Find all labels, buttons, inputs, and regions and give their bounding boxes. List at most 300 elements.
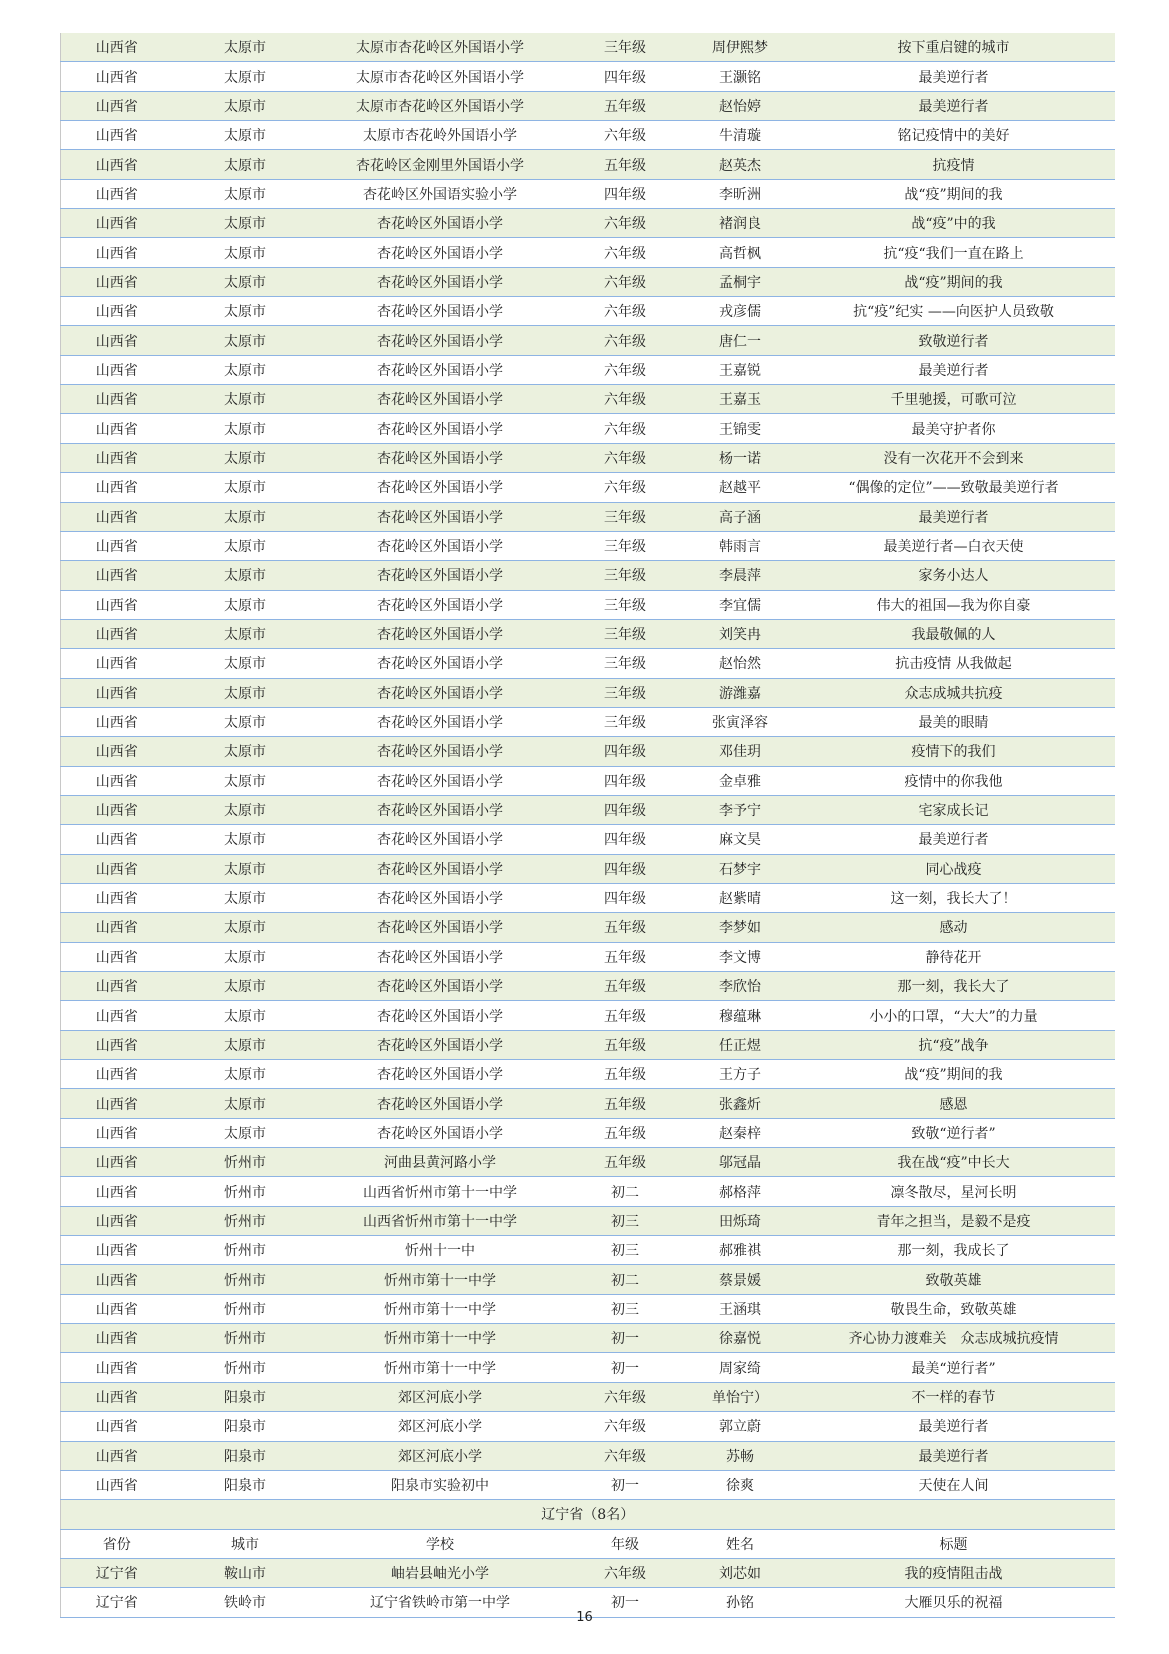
table-cell: 最美逆行者—白衣天使	[793, 531, 1115, 560]
table-row	[61, 238, 1115, 267]
table-cell: 王灏铭	[688, 62, 793, 91]
table-cell: 杏花岭区外国语小学	[318, 443, 563, 472]
table-cell: 忻州市	[173, 1206, 318, 1235]
table-cell: 赵越平	[688, 473, 793, 502]
table-row	[61, 619, 1115, 648]
table-cell: 山西省	[61, 62, 173, 91]
table-cell: 杏花岭区外国语小学	[318, 707, 563, 736]
table-cell: 忻州市第十一中学	[318, 1294, 563, 1323]
table-row	[61, 1089, 1115, 1118]
table-cell: 六年级	[563, 1441, 688, 1470]
table-cell: 山西省	[61, 91, 173, 120]
table-cell: 牛清璇	[688, 121, 793, 150]
table-cell: 杏花岭区外国语小学	[318, 1030, 563, 1059]
table-cell: 太原市	[173, 62, 318, 91]
table-cell: 太原市	[173, 150, 318, 179]
table-cell: 众志成城共抗疫	[793, 678, 1115, 707]
table-row	[61, 473, 1115, 502]
table-cell: 郊区河底小学	[318, 1382, 563, 1411]
table-cell: 刘笑冉	[688, 619, 793, 648]
table-row	[61, 1236, 1115, 1265]
table-cell: 五年级	[563, 1060, 688, 1089]
table-cell: 太原市	[173, 91, 318, 120]
table-cell: 山西省	[61, 150, 173, 179]
table-cell: 杏花岭区外国语小学	[318, 502, 563, 531]
table-cell: 周家绮	[688, 1353, 793, 1382]
table-cell: 山西省	[61, 561, 173, 590]
table-row	[61, 707, 1115, 736]
table-cell: 山西省	[61, 326, 173, 355]
table-cell: 山西省	[61, 766, 173, 795]
table-cell: 致敬英雄	[793, 1265, 1115, 1294]
table-cell: 山西省	[61, 825, 173, 854]
table-cell: 杏花岭区外国语小学	[318, 561, 563, 590]
table-cell: 任正煜	[688, 1030, 793, 1059]
table-cell: 五年级	[563, 1089, 688, 1118]
table-cell: 邬冠晶	[688, 1148, 793, 1177]
table-cell: 孟桐宇	[688, 267, 793, 296]
table-row	[61, 385, 1115, 414]
table-cell: 王嘉锐	[688, 355, 793, 384]
table-cell: 阳泉市	[173, 1412, 318, 1441]
table-row	[61, 1324, 1115, 1353]
table-cell: 山西省	[61, 1324, 173, 1353]
table-row	[61, 649, 1115, 678]
table-cell: 赵英杰	[688, 150, 793, 179]
table-cell: 五年级	[563, 1001, 688, 1030]
table-cell: 太原市	[173, 443, 318, 472]
table-cell: 太原市	[173, 678, 318, 707]
table-cell: 那一刻，我长大了	[793, 972, 1115, 1001]
table-cell: 杏花岭区外国语小学	[318, 737, 563, 766]
table-row	[61, 1558, 1115, 1587]
table-cell: 辽宁省	[61, 1558, 173, 1587]
table-cell: 最美逆行者	[793, 62, 1115, 91]
table-cell: 唐仁一	[688, 326, 793, 355]
table-cell: 太原市	[173, 766, 318, 795]
table-row	[61, 91, 1115, 120]
table-cell: 郭立蔚	[688, 1412, 793, 1441]
table-cell: 六年级	[563, 443, 688, 472]
table-cell: 杏花岭区外国语小学	[318, 326, 563, 355]
table-cell: 杏花岭区外国语小学	[318, 619, 563, 648]
table-row	[61, 1412, 1115, 1441]
table-cell: 初一	[563, 1470, 688, 1499]
table-cell: 战“疫”中的我	[793, 209, 1115, 238]
table-cell: 山西省	[61, 1236, 173, 1265]
table-cell: 四年级	[563, 737, 688, 766]
table-cell: 太原市	[173, 972, 318, 1001]
table-cell: 家务小达人	[793, 561, 1115, 590]
table-cell: 杏花岭区外国语小学	[318, 883, 563, 912]
awards-table-body	[61, 33, 1115, 1617]
table-cell: 三年级	[563, 590, 688, 619]
table-cell: 抗“疫”纪实 ——向医护人员致敬	[793, 297, 1115, 326]
table-cell: 太原市	[173, 502, 318, 531]
table-cell: 疫情下的我们	[793, 737, 1115, 766]
table-cell: 标题	[793, 1529, 1115, 1558]
table-cell: 杏花岭区金刚里外国语小学	[318, 150, 563, 179]
table-row	[61, 1148, 1115, 1177]
table-cell: 太原市	[173, 825, 318, 854]
table-cell: 山西省	[61, 1148, 173, 1177]
table-cell: 山西省	[61, 238, 173, 267]
table-cell: 山西省	[61, 473, 173, 502]
table-cell: 太原市	[173, 854, 318, 883]
table-cell: 天使在人间	[793, 1470, 1115, 1499]
table-row	[61, 62, 1115, 91]
table-cell: 最美“逆行者”	[793, 1353, 1115, 1382]
table-cell: 山西省	[61, 531, 173, 560]
table-cell: 刘芯如	[688, 1558, 793, 1587]
table-row	[61, 355, 1115, 384]
table-cell: 太原市杏花岭区外国语小学	[318, 33, 563, 62]
table-cell: 太原市	[173, 473, 318, 502]
table-cell: 宅家成长记	[793, 795, 1115, 824]
table-cell: 山西省	[61, 1089, 173, 1118]
table-cell: 山西省	[61, 355, 173, 384]
table-cell: 忻州市第十一中学	[318, 1324, 563, 1353]
table-cell: 张鑫炘	[688, 1089, 793, 1118]
table-cell: 山西省	[61, 209, 173, 238]
table-cell: 山西省	[61, 1206, 173, 1235]
table-row	[61, 942, 1115, 971]
table-cell: 太原市	[173, 883, 318, 912]
table-cell: 杏花岭区外国语小学	[318, 678, 563, 707]
table-cell: 蔡景媛	[688, 1265, 793, 1294]
table-row	[61, 854, 1115, 883]
table-cell: 五年级	[563, 1030, 688, 1059]
table-cell: 太原市	[173, 795, 318, 824]
table-cell: 李昕洲	[688, 179, 793, 208]
table-cell: 杏花岭区外国语实验小学	[318, 179, 563, 208]
table-cell: 山西省	[61, 1177, 173, 1206]
table-cell: 忻州市	[173, 1353, 318, 1382]
table-cell: 杏花岭区外国语小学	[318, 766, 563, 795]
table-cell: 山西省	[61, 1382, 173, 1411]
table-cell: 金卓雅	[688, 766, 793, 795]
table-cell: 忻州市	[173, 1148, 318, 1177]
table-cell: 战“疫”期间的我	[793, 1060, 1115, 1089]
table-cell: 齐心协力渡难关 众志成城抗疫情	[793, 1324, 1115, 1353]
table-cell: 太原市	[173, 267, 318, 296]
table-cell: 李宜儒	[688, 590, 793, 619]
table-cell: 太原市	[173, 737, 318, 766]
table-cell: 山西省	[61, 883, 173, 912]
table-cell: 六年级	[563, 473, 688, 502]
table-cell: 三年级	[563, 33, 688, 62]
table-cell: 杏花岭区外国语小学	[318, 649, 563, 678]
table-cell: 最美逆行者	[793, 1441, 1115, 1470]
table-cell: 山西省	[61, 854, 173, 883]
table-cell: 杏花岭区外国语小学	[318, 414, 563, 443]
table-cell: 我在战“疫”中长大	[793, 1148, 1115, 1177]
table-cell: 山西省	[61, 443, 173, 472]
table-cell: 赵紫晴	[688, 883, 793, 912]
table-cell: 王方子	[688, 1060, 793, 1089]
table-cell: 感动	[793, 913, 1115, 942]
table-cell: 静待花开	[793, 942, 1115, 971]
table-cell: 六年级	[563, 209, 688, 238]
table-cell: 五年级	[563, 942, 688, 971]
table-cell: 最美逆行者	[793, 355, 1115, 384]
table-cell: “偶像的定位”——致敬最美逆行者	[793, 473, 1115, 502]
table-cell: 山西省	[61, 385, 173, 414]
table-cell: 四年级	[563, 179, 688, 208]
table-cell: 杏花岭区外国语小学	[318, 385, 563, 414]
table-cell: 太原市杏花岭区外国语小学	[318, 62, 563, 91]
table-cell: 不一样的春节	[793, 1382, 1115, 1411]
table-cell: 孙铭	[688, 1588, 793, 1617]
table-cell: 忻州市第十一中学	[318, 1265, 563, 1294]
table-cell: 杏花岭区外国语小学	[318, 473, 563, 502]
table-cell: 太原市	[173, 649, 318, 678]
table-row	[61, 443, 1115, 472]
table-cell: 李晨萍	[688, 561, 793, 590]
table-cell: 小小的口罩，“大大”的力量	[793, 1001, 1115, 1030]
table-cell: 郊区河底小学	[318, 1441, 563, 1470]
table-cell: 山西省	[61, 619, 173, 648]
table-cell: 郊区河底小学	[318, 1412, 563, 1441]
table-cell: 杨一诺	[688, 443, 793, 472]
table-cell: 四年级	[563, 825, 688, 854]
table-row	[61, 561, 1115, 590]
table-cell: 没有一次花开不会到来	[793, 443, 1115, 472]
table-row	[61, 1118, 1115, 1147]
table-header-row	[61, 1529, 1115, 1558]
table-cell: 王涵琪	[688, 1294, 793, 1323]
table-cell: 太原市	[173, 326, 318, 355]
table-cell: 李予宁	[688, 795, 793, 824]
table-cell: 石梦宇	[688, 854, 793, 883]
table-row	[61, 825, 1115, 854]
table-cell: 杏花岭区外国语小学	[318, 297, 563, 326]
table-cell: 抗“疫“我们一直在路上	[793, 238, 1115, 267]
table-cell: 山西省	[61, 33, 173, 62]
table-cell: 辽宁省	[61, 1588, 173, 1617]
table-cell: 太原市	[173, 33, 318, 62]
table-cell: 五年级	[563, 913, 688, 942]
table-cell: 伟大的祖国—我为你自豪	[793, 590, 1115, 619]
table-cell: 四年级	[563, 854, 688, 883]
page-number: 16	[576, 1610, 593, 1625]
table-cell: 姓名	[688, 1529, 793, 1558]
table-cell: 最美逆行者	[793, 1412, 1115, 1441]
table-cell: 山西省	[61, 179, 173, 208]
table-cell: 山西省忻州市第十一中学	[318, 1177, 563, 1206]
table-row	[61, 737, 1115, 766]
table-cell: 徐爽	[688, 1470, 793, 1499]
table-cell: 山西省	[61, 121, 173, 150]
table-cell: 邓佳玥	[688, 737, 793, 766]
table-cell: 麻文昊	[688, 825, 793, 854]
table-cell: 忻州市	[173, 1294, 318, 1323]
table-row	[61, 883, 1115, 912]
table-cell: 岫岩县岫光小学	[318, 1558, 563, 1587]
table-cell: 山西省	[61, 1118, 173, 1147]
table-cell: 太原市	[173, 1030, 318, 1059]
table-cell: 这一刻，我长大了！	[793, 883, 1115, 912]
table-cell: 韩雨言	[688, 531, 793, 560]
table-cell: 城市	[173, 1529, 318, 1558]
table-cell: 太原市	[173, 297, 318, 326]
table-cell: 辽宁省铁岭市第一中学	[318, 1588, 563, 1617]
table-cell: 敬畏生命，致敬英雄	[793, 1294, 1115, 1323]
table-cell: 太原市	[173, 590, 318, 619]
table-cell: 那一刻，我成长了	[793, 1236, 1115, 1265]
table-cell: 李文博	[688, 942, 793, 971]
table-cell: 山西省	[61, 414, 173, 443]
table-cell: 太原市	[173, 531, 318, 560]
table-cell: 杏花岭区外国语小学	[318, 942, 563, 971]
table-cell: 五年级	[563, 1148, 688, 1177]
table-cell: 太原市	[173, 1060, 318, 1089]
table-cell: 五年级	[563, 150, 688, 179]
table-row	[61, 502, 1115, 531]
table-cell: 六年级	[563, 297, 688, 326]
table-cell: 太原市	[173, 619, 318, 648]
table-cell: 太原市	[173, 414, 318, 443]
table-row	[61, 209, 1115, 238]
table-cell: 最美逆行者	[793, 502, 1115, 531]
table-cell: 太原市	[173, 1118, 318, 1147]
table-cell: 忻州市	[173, 1177, 318, 1206]
table-cell: 杏花岭区外国语小学	[318, 854, 563, 883]
table-cell: 山西省忻州市第十一中学	[318, 1206, 563, 1235]
table-cell: 山西省	[61, 942, 173, 971]
table-row	[61, 33, 1115, 62]
table-cell: 按下重启键的城市	[793, 33, 1115, 62]
table-cell: 六年级	[563, 1382, 688, 1411]
table-row	[61, 121, 1115, 150]
table-cell: 赵怡婷	[688, 91, 793, 120]
table-cell: 三年级	[563, 707, 688, 736]
table-cell: 太原市	[173, 707, 318, 736]
table-cell: 最美守护者你	[793, 414, 1115, 443]
table-cell: 山西省	[61, 590, 173, 619]
table-cell: 三年级	[563, 531, 688, 560]
table-cell: 穆蕴琳	[688, 1001, 793, 1030]
table-cell: 四年级	[563, 62, 688, 91]
table-cell: 初三	[563, 1294, 688, 1323]
table-cell: 忻州市	[173, 1324, 318, 1353]
table-row	[61, 795, 1115, 824]
table-cell: 千里驰援，可歌可泣	[793, 385, 1115, 414]
table-cell: 忻州市	[173, 1265, 318, 1294]
table-cell: 太原市	[173, 179, 318, 208]
table-cell: 阳泉市	[173, 1382, 318, 1411]
table-row	[61, 326, 1115, 355]
table-cell: 最美的眼睛	[793, 707, 1115, 736]
table-row	[61, 678, 1115, 707]
table-row	[61, 1382, 1115, 1411]
table-cell: 高哲枫	[688, 238, 793, 267]
table-cell: 杏花岭区外国语小学	[318, 825, 563, 854]
table-cell: 山西省	[61, 1001, 173, 1030]
table-cell: 苏畅	[688, 1441, 793, 1470]
table-cell: 铁岭市	[173, 1588, 318, 1617]
table-cell: 六年级	[563, 121, 688, 150]
table-row	[61, 150, 1115, 179]
table-cell: 山西省	[61, 795, 173, 824]
table-cell: 赵怡然	[688, 649, 793, 678]
table-row	[61, 1470, 1115, 1499]
table-cell: 山西省	[61, 707, 173, 736]
table-cell: 单怡宁）	[688, 1382, 793, 1411]
table-cell: 郝雅祺	[688, 1236, 793, 1265]
table-cell: 杏花岭区外国语小学	[318, 795, 563, 824]
table-cell: 太原市	[173, 355, 318, 384]
table-cell: 疫情中的你我他	[793, 766, 1115, 795]
table-cell: 游潍嘉	[688, 678, 793, 707]
table-cell: 四年级	[563, 766, 688, 795]
table-cell: 杏花岭区外国语小学	[318, 590, 563, 619]
table-row	[61, 1353, 1115, 1382]
table-cell: 省份	[61, 1529, 173, 1558]
table-cell: 杏花岭区外国语小学	[318, 1060, 563, 1089]
table-cell: 忻州市第十一中学	[318, 1353, 563, 1382]
table-cell: 铭记疫情中的美好	[793, 121, 1115, 150]
table-cell: 五年级	[563, 972, 688, 1001]
table-cell: 太原市杏花岭外国语小学	[318, 121, 563, 150]
table-cell: 王嘉玉	[688, 385, 793, 414]
table-cell: 三年级	[563, 678, 688, 707]
table-cell: 周伊熙梦	[688, 33, 793, 62]
table-cell: 山西省	[61, 1441, 173, 1470]
table-cell: 致敬“逆行者”	[793, 1118, 1115, 1147]
table-cell: 高子涵	[688, 502, 793, 531]
table-cell: 三年级	[563, 561, 688, 590]
table-cell: 太原市	[173, 561, 318, 590]
table-cell: 山西省	[61, 1353, 173, 1382]
table-cell: 四年级	[563, 795, 688, 824]
table-cell: 六年级	[563, 385, 688, 414]
table-cell: 杏花岭区外国语小学	[318, 972, 563, 1001]
table-row	[61, 1177, 1115, 1206]
table-cell: 张寅泽容	[688, 707, 793, 736]
table-cell: 山西省	[61, 649, 173, 678]
table-cell: 致敬逆行者	[793, 326, 1115, 355]
table-cell: 同心战疫	[793, 854, 1115, 883]
table-cell: 山西省	[61, 502, 173, 531]
table-cell: 初一	[563, 1324, 688, 1353]
table-cell: 最美逆行者	[793, 91, 1115, 120]
table-cell: 太原市	[173, 209, 318, 238]
awards-table-sheet	[60, 33, 1114, 1618]
table-cell: 山西省	[61, 972, 173, 1001]
table-row	[61, 1030, 1115, 1059]
table-cell: 阳泉市	[173, 1470, 318, 1499]
table-cell: 初二	[563, 1265, 688, 1294]
table-cell: 杏花岭区外国语小学	[318, 267, 563, 296]
table-cell: 六年级	[563, 1412, 688, 1441]
table-cell: 山西省	[61, 1265, 173, 1294]
table-row	[61, 972, 1115, 1001]
table-cell: 赵秦梓	[688, 1118, 793, 1147]
section-title: 辽宁省（8名）	[61, 1500, 1115, 1529]
table-cell: 徐嘉悦	[688, 1324, 793, 1353]
table-cell: 太原市	[173, 1001, 318, 1030]
table-cell: 李梦如	[688, 913, 793, 942]
table-cell: 太原市	[173, 942, 318, 971]
table-row	[61, 766, 1115, 795]
table-cell: 初三	[563, 1236, 688, 1265]
table-row	[61, 531, 1115, 560]
table-cell: 大雁贝乐的祝福	[793, 1588, 1115, 1617]
table-cell: 杏花岭区外国语小学	[318, 913, 563, 942]
table-cell: 山西省	[61, 1470, 173, 1499]
table-cell: 青年之担当，是毅不是疫	[793, 1206, 1115, 1235]
